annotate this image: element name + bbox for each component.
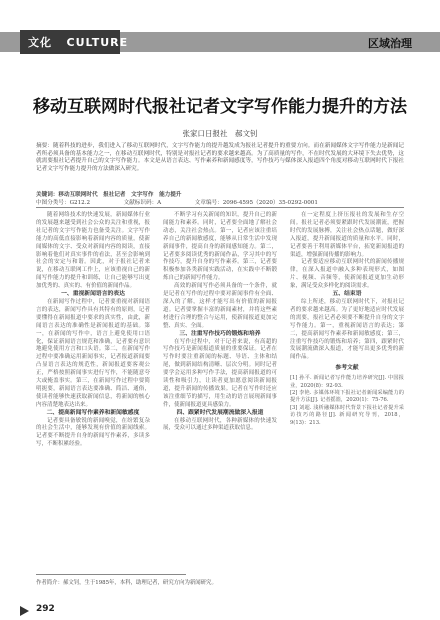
reference-item: [2] 李艳. 多媒体环境下报社记者新闻采编能力的提升方法[J]. 记者摇篮，2020(1)：75-76. (290, 389, 404, 404)
section-heading: 二、提高新闻写作素养和新闻敏感度 (46, 409, 140, 416)
article-authors: 张家口日报社 郝文钊 (182, 129, 258, 138)
author-footnote: 作者简介：郝文钊，生于1985年，本科，助理记者，研究方向为新闻研究。 (36, 580, 217, 586)
article-title: 移动互联网时代报社记者文字写作能力提升的方法 (33, 97, 407, 117)
paragraph: 记者要具备敏锐的新闻嗅觉，在纷繁复杂的社会生活中，能够发现有价值的新闻线索。记者要不断提升自身的新闻写作素养，多读多写，不断积累经验。 (36, 417, 150, 448)
classification: 中图分类号：G212.2 (36, 200, 91, 206)
paragraph: 记者要适应移动互联网时代的新闻传播规律，在深入报道中融入多种表现形式，如图片、视频、音频等，使新闻报道更加生动形象，满足受众多样化的阅读需求。 (290, 259, 404, 290)
abstract: 摘要：随着科技的进步，我们进入了移动互联网时代，文字写作能力的提升越发成为报社记者提升的重要方向。而在新闻媒体文字写作能力是新闻记者所必须具备的基本能力之一，在移动互联网时代，特别是对报社记者的要求越来越高。为了高质量的写作，不在时代发展的大环境下失去优势，这就需要报社记者提升自己的文字写作能力。本文是从语言表达、写作素养和新闻感度等，写作技巧与媒体深入报道四个角度对移动互联网时代下报社记者文字写作能力提升的方法做深入研究。 (36, 143, 404, 172)
header-section-cn: 文化 (28, 36, 52, 49)
paragraph: 在移动互联网时代，各种新媒体的快速发展，受众可以通过多种渠道获取信息。 (163, 417, 277, 432)
section-heading: 一、重视新闻语言的表达 (61, 291, 125, 298)
column-1 (36, 212, 150, 449)
header-section-label (28, 34, 128, 50)
page-number: 292 (36, 604, 55, 614)
reference-item: [3] 刘超. 浅析融媒体时代背景下报社记者提升采访技巧的路径[J]. 新闻研究导刊，2018，9(13)：213. (290, 404, 404, 426)
paragraph: 在写作过程中，对于记者来说，有高超的写作技巧是新闻报道质量的重要保证。记者在写作时要注重新闻的标题、导语、主体和结尾，做到新闻结构清晰、层次分明。同时记者要学会运用多种写作手法，提高新闻报道的可读性和吸引力，让读者更加愿意阅读新闻报道，提升新闻的传播效果。记者在写作时还应该注重细节的描写，用生动的语言展现新闻事件，使新闻报道更具感染力。 (163, 338, 277, 408)
section-heading: 五、结束语 (332, 291, 362, 298)
doc-code: 文献标识码：A (123, 200, 162, 206)
meta-divider (36, 207, 404, 208)
page-marker-icon (20, 606, 29, 616)
header-category: 区域治理 (368, 37, 412, 50)
page-header (0, 0, 440, 62)
section-heading: 四、跟紧时代发展潮流做深入报道 (176, 409, 264, 416)
paragraph: 综上所述，移动互联网时代下，对报社记者的要求越来越高。为了更好地适应时代发展的需要，报社记者必须要不断提升自身的文字写作能力。第一，重视新闻语言的表达；第二，提高新闻写作素养和新闻敏感度；第三，注重写作技巧的锻炼和培养；第四，跟紧时代发展潮流做深入报道，才能写出更多优秀的新闻作品。 (290, 298, 404, 361)
classification-row (36, 198, 404, 206)
references-heading: 参考文献 (335, 365, 359, 372)
paragraph: 在一定程度上挤压报社的发展和生存空间。报社记者必须要紧跟时代发展潮流，把握时代的发展脉搏，关注社会热点话题，做好深入报道，提升新闻报道的质量和水平。同时，记者要善于利用新媒体平台，拓宽新闻报道的渠道，增强新闻传播的影响力。 (290, 212, 404, 258)
reference-item: [1] 孙平. 新闻记者写作能力培养研究[J]. 中国报业，2020(8)：92-93. (290, 375, 404, 389)
column-2 (163, 212, 277, 433)
paragraph: 不断学习有关新闻的知识，提升自己的新闻能力和素养。同时，记者要全面地了解社会动态，关注社会热点。第一，记者应该注重培养自己的新闻敏感度，能够从日常生活中发现新闻事件，提高自身的新闻感知能力。第二，记者要多阅读优秀的新闻作品，学习其中的写作技巧，提升自身的写作素养。第三，记者要积极参加各类新闻实践活动，在实践中不断锻炼自己的新闻写作能力。 (163, 212, 277, 282)
header-section-en: CULTURE (66, 36, 129, 49)
keywords: 关键词：移动互联网时代 报社记者 文字写作 能力提升 (36, 192, 182, 198)
section-heading: 三、注重写作技巧的锻炼和培养 (179, 330, 261, 337)
article-no: 文章编号：2096-4595（2020）35-0292-0001 (194, 200, 318, 206)
footnote-divider (36, 574, 186, 575)
column-3 (290, 212, 404, 427)
paragraph: 在新闻写作过程中，记者要重视对新闻语言的表达，新闻写作具有其特有的原则，记者要懂得在新闻报道中要求的真实性，由此，新闻语言表达的准确性是新闻报道的基础。第一，在新闻的写作中，语言上避免使用口语化，保证新闻语言规范和准确，记者要有意识地避免使用方言和口头语。第二，在新闻写作过程中要准确运用新闻事实，记者报道新闻要凸显语言表达的规范性，新闻报道要客观公正，严格按照新闻事实进行写作，不能随意夸大或掩盖事实。第三，在新闻写作过程中要简明扼要，新闻语言表达要准确、简洁、通俗，使读者能够快速获取新闻信息，将新闻的核心内容清楚地表达出来。 (36, 298, 150, 408)
paragraph: 高效的新闻写作必须具备的一个条件，就是记者在写作的过程中要对新闻事件有全面、深入的了解，这样才能写出有价值的新闻报道。记者要掌握丰富的新闻素材，并将这些素材进行合理的整合与运用，使新闻报道更加完整、真实、全面。 (163, 283, 277, 329)
paragraph: 随着网络技术的快速发展，新闻媒体行业的发展越来越受到社会公众的关注和重视，报社记者的文字写作能力也备受关注。文字写作能力的高低直接影响着新闻内容的质量，使新闻媒体的文字、受众对新闻内容的阅读，直接影响着他们对真实事件的看法，甚至会影响到社会的安定与和谐。因此，对于报社记者来说，在移动互联网工作上，应该重视自己的新闻写作能力的提升和训练，让自己能够写出更加优秀的、真实的、有价值的新闻作品。 (36, 212, 150, 290)
